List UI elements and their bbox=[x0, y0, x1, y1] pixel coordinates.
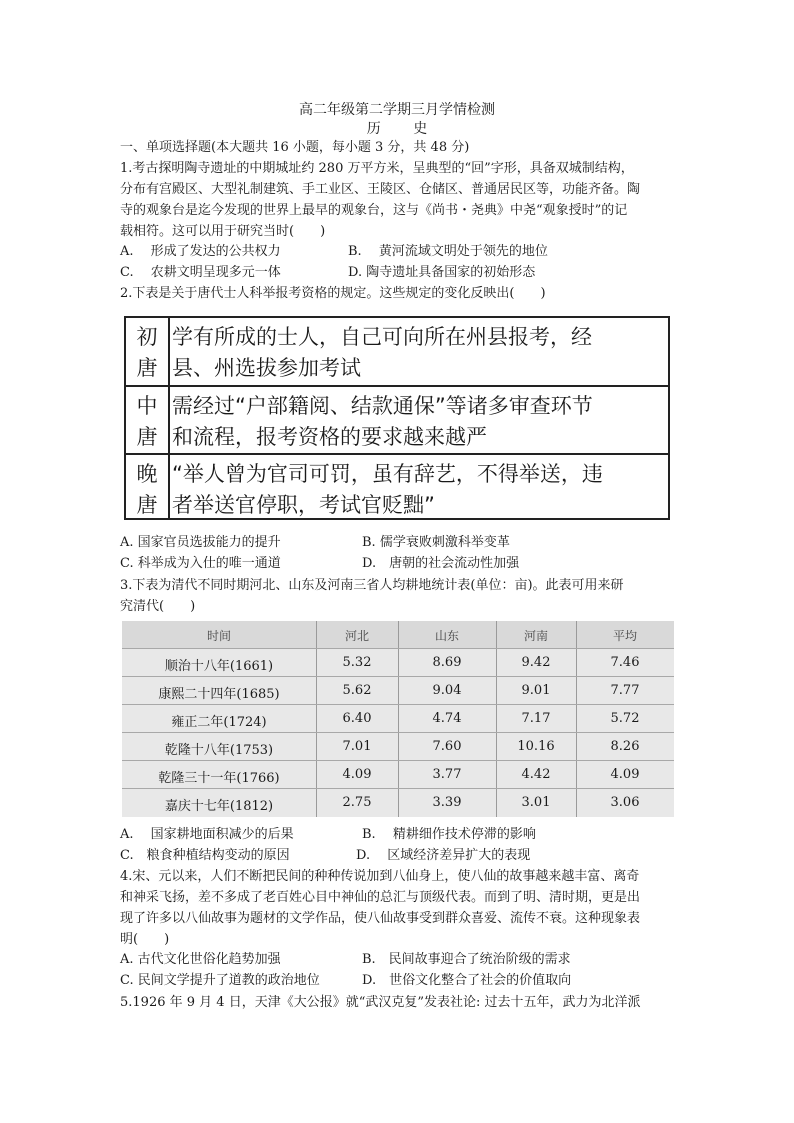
q1-option-d: D. 陶寺遗址具备国家的初始形态 bbox=[348, 265, 536, 280]
table-row-divider bbox=[122, 788, 674, 789]
acreage-cell: 2.75 bbox=[342, 795, 372, 810]
acreage-cell: 4.09 bbox=[610, 767, 640, 782]
q3-line-1: 3.下表为清代不同时期河北、山东及河南三省人均耕地统计表(单位：亩)。此表可用来研 bbox=[120, 578, 624, 593]
q1-line-4: 载相符。这可以用于研究当时( ) bbox=[120, 224, 326, 239]
period-cell: 康熙二十四年(1685) bbox=[158, 687, 280, 702]
acreage-cell: 7.60 bbox=[432, 739, 462, 754]
table-row-divider bbox=[122, 732, 674, 733]
q3-option-c: C. 粮食种植结构变动的原因 bbox=[120, 848, 290, 863]
q4-line-3: 现了许多以八仙故事为题材的文学作品，使八仙故事受到群众喜爱、流传不衰。这种现象表 bbox=[120, 911, 641, 926]
acreage-cell: 8.26 bbox=[610, 739, 640, 754]
rule-cell: 需经过“户部籍阅、结款通保”等诸多审查环节 和流程，报考资格的要求越来越严 bbox=[172, 394, 593, 449]
period-cell: 乾隆三十一年(1766) bbox=[158, 771, 280, 786]
q2-option-a: A. 国家官员选拔能力的提升 bbox=[120, 535, 281, 550]
q3-option-b: B. 精耕细作技术停滞的影响 bbox=[362, 827, 536, 842]
era-cell: 初 唐 bbox=[126, 318, 170, 385]
table-row-divider bbox=[122, 648, 674, 649]
q1-line-3: 寺的观象台是迄今发现的世界上最早的观象台，这与《尚书・尧典》中尧“观象授时”的记 bbox=[120, 203, 628, 218]
acreage-cell: 6.40 bbox=[342, 711, 372, 726]
acreage-cell: 3.01 bbox=[521, 795, 551, 810]
acreage-cell: 9.01 bbox=[521, 683, 551, 698]
q2-option-c: C. 科举成为入仕的唯一通道 bbox=[120, 556, 281, 571]
q4-option-d: D. 世俗文化整合了社会的价值取向 bbox=[362, 973, 572, 988]
acreage-cell: 3.77 bbox=[432, 767, 462, 782]
q2-option-b: B. 儒学衰败刺激科举变革 bbox=[362, 535, 510, 550]
q5-line-1: 5.1926 年 9 月 4 日，天津《大公报》就“武汉克复”发表社论: 过去十五年，武力为北洋派 bbox=[120, 995, 641, 1010]
acreage-cell: 7.17 bbox=[521, 711, 551, 726]
table-row-divider bbox=[122, 760, 674, 761]
table-header-cell: 河北 bbox=[344, 629, 369, 643]
q4-line-1: 4.宋、元以来，人们不断把民间的种种传说加到八仙身上，使八仙的故事越来越丰富、离奇 bbox=[120, 869, 640, 884]
acreage-cell: 5.62 bbox=[342, 683, 372, 698]
q1-line-2: 分布有宫殿区、大型礼制建筑、手工业区、王陵区、仓储区、普通居民区等，功能齐备。陶 bbox=[120, 182, 641, 197]
table-row bbox=[126, 318, 668, 387]
subject-title: 历 史 bbox=[366, 121, 442, 137]
exam-title: 高二年级第二学期三月学情检测 bbox=[299, 102, 495, 118]
table-header-cell: 时间 bbox=[206, 629, 231, 643]
acreage-cell: 9.04 bbox=[432, 683, 462, 698]
q1-option-b: B. 黄河流域文明处于领先的地位 bbox=[348, 244, 548, 259]
acreage-cell: 10.16 bbox=[517, 739, 555, 754]
acreage-cell: 8.69 bbox=[432, 655, 462, 670]
q2-stem: 2.下表是关于唐代士人科举报考资格的规定。这些规定的变化反映出( ) bbox=[120, 286, 546, 301]
table-row bbox=[126, 455, 668, 518]
acreage-cell: 4.42 bbox=[521, 767, 551, 782]
tang-exam-table bbox=[124, 316, 670, 520]
acreage-cell: 5.32 bbox=[342, 655, 372, 670]
q4-line-2: 和神采飞扬，差不多成了老百姓心目中神仙的总汇与顶级代表。而到了明、清时期，更是出 bbox=[120, 890, 641, 905]
acreage-cell: 7.77 bbox=[610, 683, 640, 698]
table-header-cell: 平均 bbox=[612, 629, 637, 643]
table-row-divider bbox=[122, 676, 674, 677]
q4-option-a: A. 古代文化世俗化趋势加强 bbox=[120, 952, 281, 967]
acreage-cell: 9.42 bbox=[521, 655, 551, 670]
acreage-cell: 3.39 bbox=[432, 795, 462, 810]
q1-option-c: C. 农耕文明呈现多元一体 bbox=[120, 265, 281, 280]
acreage-cell: 4.74 bbox=[432, 711, 462, 726]
acreage-cell: 3.06 bbox=[610, 795, 640, 810]
table-row bbox=[126, 387, 668, 455]
q3-option-d: D. 区域经济差异扩大的表现 bbox=[356, 848, 531, 863]
q1-line-1: 1.考古探明陶寺遗址的中期城址约 280 万平方米，呈典型的“回”字形，具备双城制结构， bbox=[120, 161, 634, 176]
q1-option-a: A. 形成了发达的公共权力 bbox=[120, 244, 281, 259]
period-cell: 乾隆十八年(1753) bbox=[164, 743, 274, 758]
q3-option-a: A. 国家耕地面积减少的后果 bbox=[120, 827, 294, 842]
q4-option-c: C. 民间文学提升了道教的政治地位 bbox=[120, 973, 320, 988]
era-cell: 中 唐 bbox=[126, 387, 170, 453]
q4-option-b: B. 民间故事迎合了统治阶级的需求 bbox=[362, 952, 571, 967]
q4-line-4: 明( ) bbox=[120, 932, 170, 947]
acreage-cell: 7.46 bbox=[610, 655, 640, 670]
acreage-cell: 4.09 bbox=[342, 767, 372, 782]
table-header-cell: 山东 bbox=[434, 629, 459, 643]
farmland-table bbox=[122, 621, 674, 817]
acreage-cell: 5.72 bbox=[610, 711, 640, 726]
section-heading: 一、单项选择题(本大题共 16 小题，每小题 3 分，共 48 分) bbox=[120, 140, 470, 155]
era-cell: 晚 唐 bbox=[126, 455, 170, 518]
period-cell: 嘉庆十七年(1812) bbox=[164, 799, 274, 814]
period-cell: 雍正二年(1724) bbox=[171, 715, 267, 730]
q2-option-d: D. 唐朝的社会流动性加强 bbox=[362, 556, 520, 571]
rule-cell: 学有所成的士人，自己可向所在州县报考，经 县、州选拔参加考试 bbox=[172, 325, 592, 380]
table-header-cell: 河南 bbox=[523, 629, 548, 643]
q3-line-2: 究清代( ) bbox=[120, 599, 196, 614]
rule-cell: “举人曾为官司可罚，虽有辞艺，不得举送，违 者举送官停职，考试官贬黜” bbox=[172, 462, 603, 517]
period-cell: 顺治十八年(1661) bbox=[164, 659, 274, 674]
acreage-cell: 7.01 bbox=[342, 739, 372, 754]
table-row-divider bbox=[122, 704, 674, 705]
